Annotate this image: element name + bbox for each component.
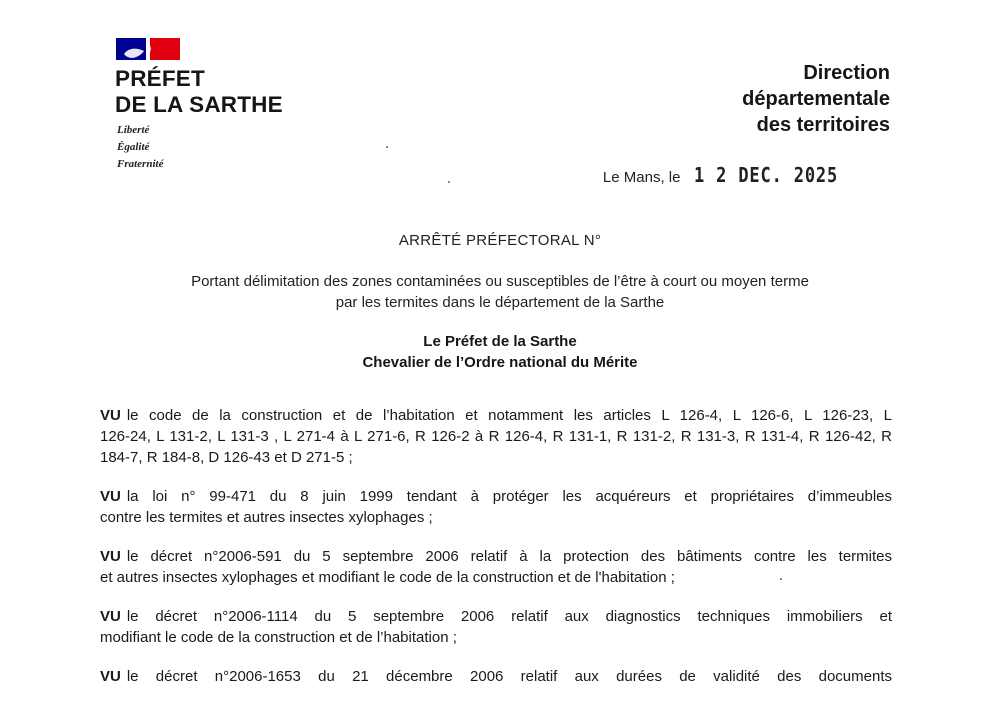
- visa-text: le décret n°2006-1653 du 21 décembre 2006 relatif aux durées de validité des documents: [126, 668, 892, 685]
- visa-keyword: VU: [100, 548, 121, 565]
- place-label: Le Mans, le: [602, 169, 681, 186]
- visa-line: contre les termites et autres insectes xylophages ;: [100, 509, 433, 526]
- scan-speck: [448, 181, 450, 183]
- motto-egalite: Égalité: [117, 141, 150, 153]
- visa-paragraph: [100, 486, 892, 528]
- visa-text: la loi n° 99-471 du 8 juin 1999 tendant à protéger les acquéreurs et propriétaires d’immeubles: [126, 488, 892, 505]
- prefet-honor-line: Chevalier de l’Ordre national du Mérite: [362, 354, 638, 371]
- visa-line: 126-24, L 131-2, L 131-3 , L 271-4 à L 271-6, R 126-2 à R 126-4, R 131-1, R 131-2, R 131-3, R 131-4, R 126-42, R: [100, 428, 892, 445]
- visa-line: [100, 546, 892, 567]
- prefet-logo-text: [115, 66, 283, 118]
- visa-keyword: VU: [100, 608, 121, 625]
- visa-text: le code de la construction et de l’habitation et notamment les articles L 126-4, L 126-6, L 126-23, L: [126, 407, 892, 424]
- visa-line: [100, 606, 892, 627]
- visa-line: [100, 486, 892, 507]
- arrete-subject: [0, 271, 1000, 313]
- visas-list: [100, 405, 892, 705]
- subject-line-1: Portant délimitation des zones contaminées ou susceptibles de l’être à court ou moyen terme: [191, 273, 809, 290]
- scan-speck: [780, 578, 782, 580]
- prefet-logo-line-1: PRÉFET: [115, 66, 205, 91]
- visa-keyword: VU: [100, 407, 121, 424]
- visa-line: modifiant le code de la construction et de l’habitation ;: [100, 629, 457, 646]
- visa-line: [100, 405, 892, 426]
- directorate-line-1: Direction: [803, 62, 890, 84]
- visa-line: [100, 666, 892, 687]
- visa-keyword: VU: [100, 488, 121, 505]
- visa-paragraph: [100, 666, 892, 687]
- republic-motto: [117, 122, 163, 173]
- motto-fraternite: Fraternité: [117, 158, 164, 170]
- directorate-line-3: des territoires: [756, 114, 890, 136]
- visa-text: le décret n°2006-591 du 5 septembre 2006 relatif à la protection des bâtiments contre les termites: [126, 548, 892, 565]
- visa-keyword: VU: [100, 668, 121, 685]
- date-stamp: 1 2 DEC. 2025: [694, 163, 839, 187]
- prefet-logo-line-2: DE LA SARTHE: [115, 92, 283, 117]
- visa-text: le décret n°2006-1114 du 5 septembre 2006 relatif aux diagnostics techniques immobiliers et: [126, 608, 892, 625]
- place-and-date: [603, 163, 864, 187]
- scan-speck: [386, 146, 388, 148]
- marianne-flag-logo: [116, 38, 180, 60]
- arrete-number-heading: ARRÊTÉ PRÉFECTORAL N°: [398, 232, 602, 249]
- visa-paragraph: [100, 606, 892, 648]
- directorate-line-2: départementale: [742, 88, 890, 110]
- visa-line: et autres insectes xylophages et modifiant le code de la construction et de l'habitation ;: [100, 569, 675, 586]
- prefet-signatory-title: [0, 331, 1000, 373]
- motto-liberte: Liberté: [117, 124, 150, 136]
- subject-line-2: par les termites dans le département de la Sarthe: [335, 294, 665, 311]
- visa-line: 184-7, R 184-8, D 126-43 et D 271-5 ;: [100, 449, 353, 466]
- prefet-name-line: Le Préfet de la Sarthe: [423, 333, 577, 350]
- visa-paragraph: [100, 546, 892, 588]
- issuing-directorate: [742, 60, 890, 138]
- visa-paragraph: [100, 405, 892, 468]
